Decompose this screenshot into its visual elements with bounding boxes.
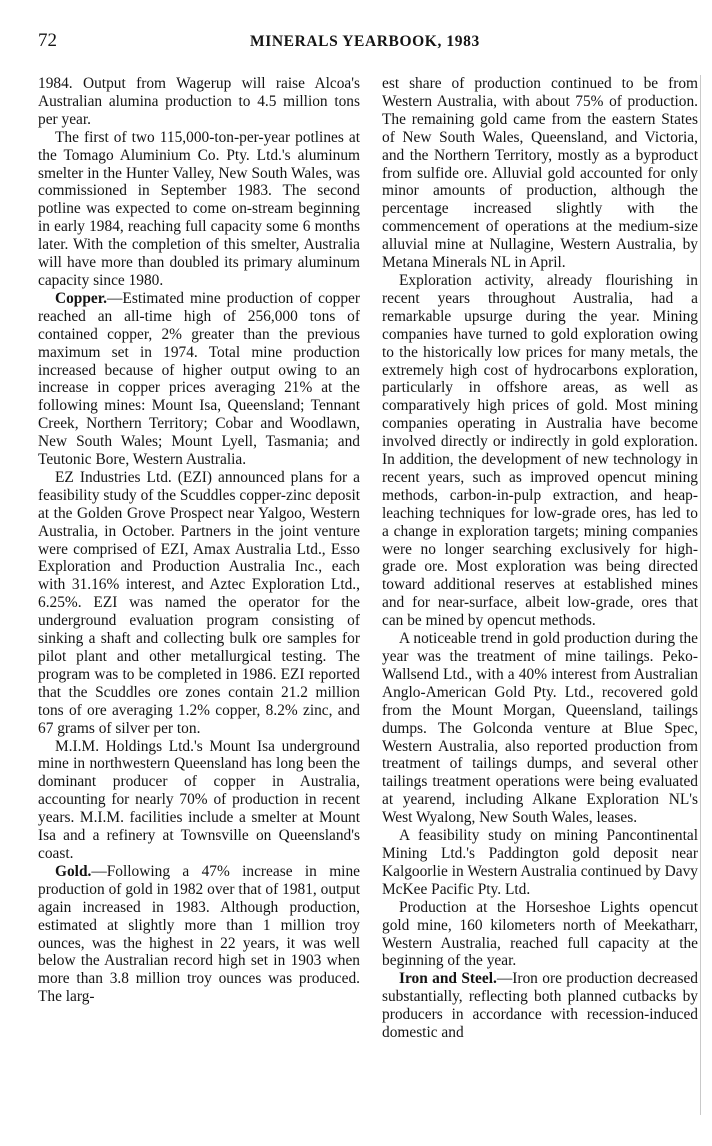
paragraph: A feasibility study on mining Pancontinental Mining Ltd.'s Paddington gold deposit near Kalgoorlie in Western Australia continued by Davy McKee Pacific Pty. Ltd. bbox=[382, 827, 698, 898]
paragraph: est share of production continued to be from Western Australia, with about 75% of production. The remaining gold came from the eastern States of New South Wales, Queensland, and Victoria, and the Northern Territory, mostly as a byproduct from sulfide ore. Alluvial gold accounted for only minor amounts of production, although the percentage increased slightly with the commencement of operations at the medium-size alluvial mine at Nullagine, Western Australia, by Metana Minerals NL in April. bbox=[382, 75, 698, 272]
left-column bbox=[38, 75, 360, 1006]
scan-edge-line bbox=[700, 75, 701, 1115]
paragraph-text: —Following a 47% increase in mine production of gold in 1982 over that of 1981, output again increased in 1983. Although production, estimated at slightly more than 1 million troy ounces, was the highest in 22 years, it was well below the Australian record high set in 1903 when more than 3.8 million troy ounces was produced. The larg- bbox=[38, 862, 360, 1006]
page-header bbox=[38, 30, 698, 54]
paragraph-copper bbox=[38, 290, 360, 469]
paragraph: Exploration activity, already flourishing in recent years throughout Australia, had a remarkable upsurge during the year. Mining companies have turned to gold exploration owing to the historically low prices for many metals, the extremely high cost of hydrocarbons exploration, particularly in offshore areas, as well as comparatively high prices of gold. Most mining companies operating in Australia have become involved directly or indirectly in gold exploration. In addition, the development of new technology in recent years, such as improved opencut mining methods, carbon-in-pulp extraction, and heap-leaching techniques for low-grade ores, has led to a change in exploration targets; mining companies were no longer searching exclusively for high-grade ore. Most exploration was being directed toward additional reserves at established mines and for near-surface, albeit low-grade, ores that can be mined by opencut methods. bbox=[382, 271, 698, 630]
paragraph: EZ Industries Ltd. (EZI) announced plans for a feasibility study of the Scuddles copper-zinc deposit at the Golden Grove Prospect near Yalgoo, Western Australia, in October. Partners in the joint venture were comprised of EZI, Amax Australia Ltd., Esso Exploration and Production Australia Inc., each with 31.16% interest, and Aztec Exploration Ltd., 6.25%. EZI was named the operator for the underground evaluation program consisting of sinking a shaft and collecting bulk ore samples for pilot plant and other metallurgical testing. The program was to be completed in 1986. EZI reported that the Scuddles ore zones contain 21.2 million tons of ore averaging 1.2% copper, 8.2% zinc, and 67 grams of silver per ton. bbox=[38, 468, 360, 737]
paragraph-text: —Estimated mine production of copper reached an all-time high of 256,000 tons of contained copper, 2% greater than the previous maximum set in 1974. Total mine production increased because of higher output owing to an increase in copper prices averaging 21% at the following mines: Mount Isa, Queensland; Tennant Creek, Northern Territory; Cobar and Woodlawn, New South Wales; Mount Lyell, Tasmania; and Teutonic Bore, Western Australia. bbox=[38, 289, 360, 469]
paragraph-text: —Iron ore production decreased substantially, reflecting both planned cutbacks by producers in accordance with recession-induced domestic and bbox=[382, 970, 698, 1042]
paragraph-iron-steel bbox=[382, 970, 698, 1042]
paragraph: Production at the Horseshoe Lights opencut gold mine, 160 kilometers north of Meekatharr, Western Australia, reached full capacity at the beginning of the year. bbox=[382, 898, 698, 970]
paragraph: M.I.M. Holdings Ltd.'s Mount Isa underground mine in northwestern Queensland has long been the dominant producer of copper in Australia, accounting for nearly 70% of production in recent years. M.I.M. facilities include a smelter at Mount Isa and a refinery at Townsville on Queensland's coast. bbox=[38, 737, 360, 862]
section-heading-gold: Gold. bbox=[55, 862, 92, 880]
section-heading-copper: Copper. bbox=[55, 289, 108, 307]
paragraph: A noticeable trend in gold production during the year was the treatment of mine tailings. Peko-Wallsend Ltd., with a 40% interest from Australian Anglo-American Gold Pty. Ltd., recovered gold from the Mount Morgan, Queensland, tailings dumps. The Golconda venture at Blue Spec, Western Australia, also reported production from treatment of tailings dumps, and several other tailings treatment operations were being evaluated at yearend, including Alkane Exploration NL's West Wyalong, New South Wales, leases. bbox=[382, 630, 698, 827]
paragraph-gold bbox=[38, 863, 360, 1006]
right-column bbox=[382, 75, 698, 1042]
section-heading-iron-steel: Iron and Steel. bbox=[399, 970, 497, 988]
page-number: 72 bbox=[38, 30, 57, 51]
running-title: MINERALS YEARBOOK, 1983 bbox=[250, 33, 480, 50]
paragraph: The first of two 115,000-ton-per-year potlines at the Tomago Aluminium Co. Pty. Ltd.'s aluminum smelter in the Hunter Valley, New South Wales, was commissioned in September 1983. The second potline was expected to come on-stream beginning in early 1984, reaching full capacity some 6 months later. With the completion of this smelter, Australia will have more than doubled its primary aluminum capacity since 1980. bbox=[38, 128, 360, 289]
paragraph: 1984. Output from Wagerup will raise Alcoa's Australian alumina production to 4.5 million tons per year. bbox=[38, 75, 360, 128]
